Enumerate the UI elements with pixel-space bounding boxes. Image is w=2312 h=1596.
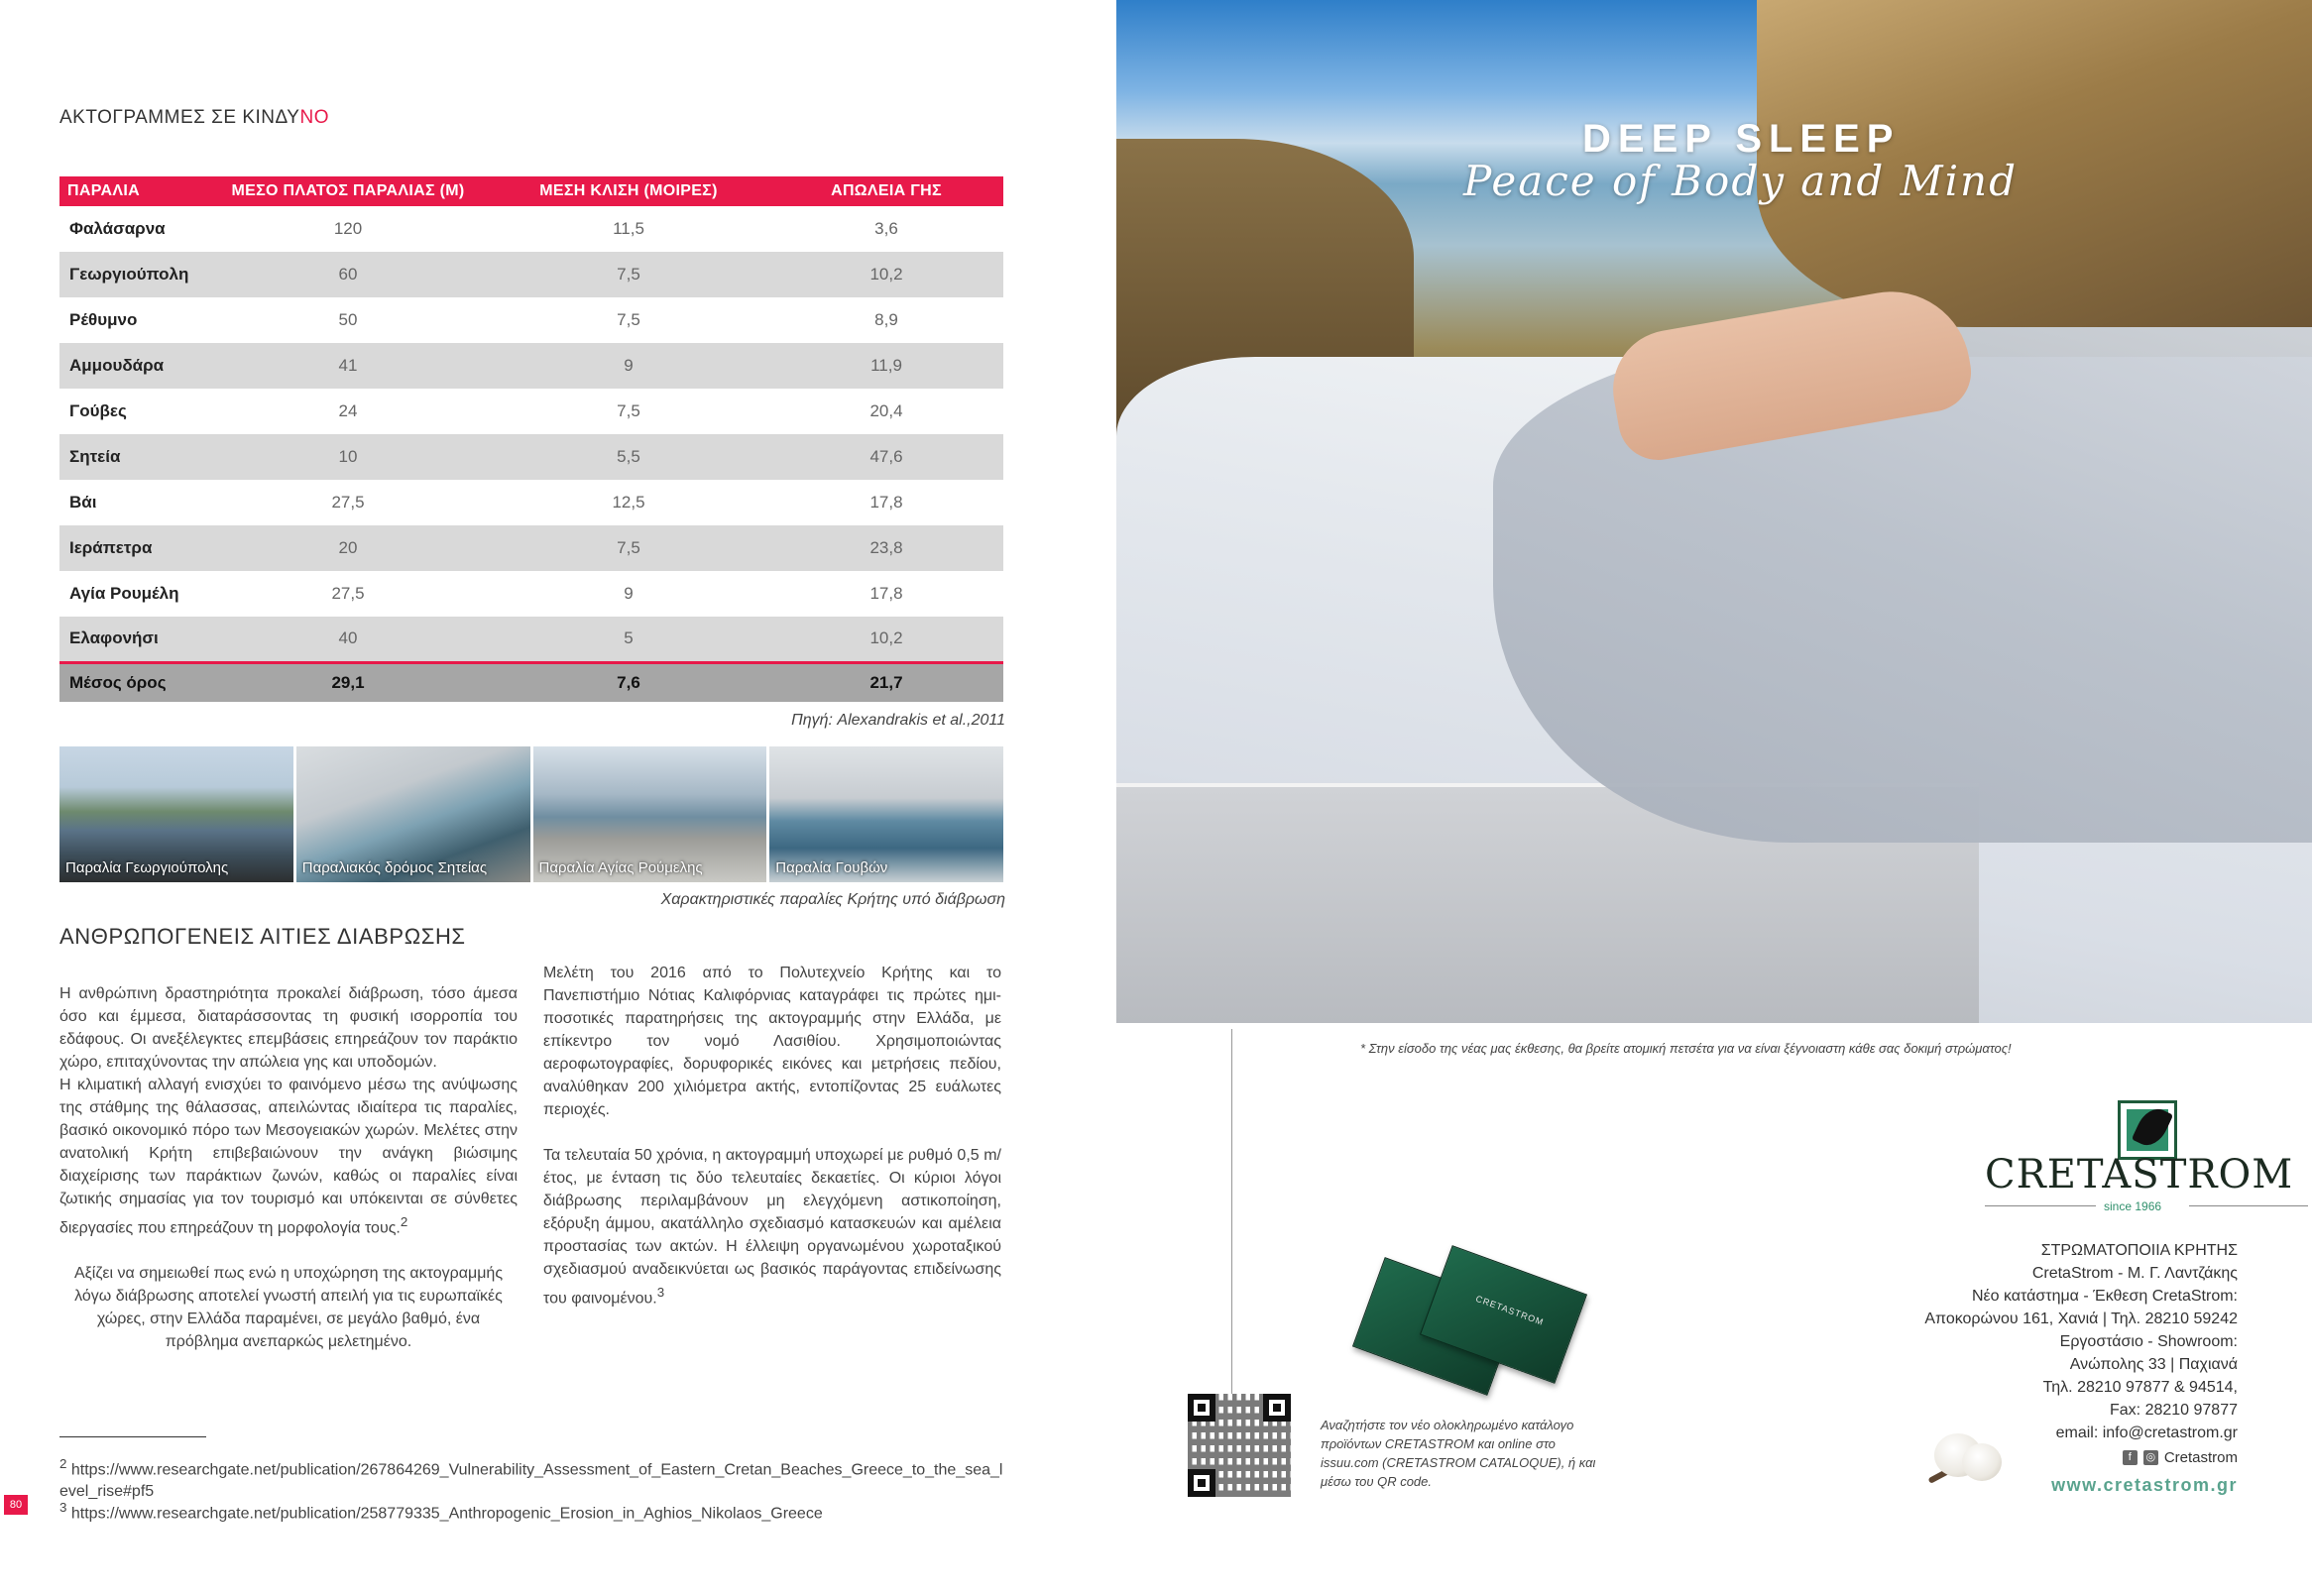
qr-finder (1188, 1394, 1215, 1422)
mattress-beach-photo (1116, 0, 2312, 1023)
catalog-label: CRETASTROM (1474, 1293, 1546, 1328)
paragraph: Μελέτη του 2016 από το Πολυτεχνείο Κρήτης και το Πανεπιστήμιο Νότιας Καλιφόρνιας καταγράφει τις πρώτες ημι-ποσοτικές παρατηρήσεις της ακτογραμμής στην Ελλάδα, με επίκεντρο τον νομό Λασιθίου. Χρησιμοποιώντας αεροφωτογραφίες, δορυφορικές εικόνες και μετρήσεις πεδίου, αναλύθηκαν 200 χιλιόμετρα ακτής, εντοπίζοντας 25 ευάλωτες περιοχές. (543, 965, 1001, 1118)
cell-beach: Ελαφονήσι (59, 617, 208, 662)
table-row (59, 343, 1003, 389)
col-header-loss: ΑΠΩΛΕΙΑ ΓΗΣ (769, 176, 1003, 206)
table-row (59, 480, 1003, 525)
cell-width: 41 (208, 343, 488, 389)
contact-line: Τηλ. 28210 97877 & 94514, (2042, 1379, 2238, 1396)
contact-line: CretaStrom - Μ. Γ. Λαντζάκης (2031, 1265, 2238, 1282)
cell-beach: Γεωργιούπολη (59, 252, 208, 297)
footnote-number: 3 (59, 1500, 67, 1515)
cell-beach: Αγία Ρουμέλη (69, 584, 179, 603)
spacer (59, 1239, 518, 1262)
ad-slogan: Peace of Body and Mind (1463, 157, 2018, 205)
cell-beach: Γούβες (69, 401, 127, 420)
table-row (59, 617, 1003, 662)
footnote-link[interactable]: https://www.researchgate.net/publication/258779335_Anthropogenic_Erosion_in_Aghios_Nikolaos_Greece (70, 1505, 823, 1523)
qr-description: Αναζητήστε τον νέο ολοκληρωμένο κατάλογο προϊόντων CRETASTROM και online στο issuu.com (CRETASTROM CATALOQUE), ή και μέσω του QR code. (1321, 1418, 1596, 1489)
contact-line: ΣΤΡΩΜΑΤΟΠΟΙΙΑ ΚΡΗΤΗΣ (2040, 1242, 2238, 1259)
cotton-icon (1914, 1427, 2014, 1497)
cell-total-width: 29,1 (208, 662, 488, 702)
qr-finder (1188, 1469, 1215, 1497)
cell-width: 10 (208, 434, 488, 480)
footnote-number: 2 (59, 1456, 67, 1471)
facebook-icon[interactable]: f (2123, 1450, 2138, 1465)
left-page (0, 0, 1116, 1596)
table-row (59, 252, 1003, 297)
cell-slope: 7,5 (617, 310, 640, 329)
header-text: ΑΚΤΟΓΡΑΜΜΕΣ ΣΕ ΚΙΝΔΥ (59, 107, 300, 128)
col-header-width: ΜΕΣΟ ΠΛΑΤΟΣ ΠΑΡΑΛΙΑΣ (Μ) (208, 176, 488, 206)
cell-loss: 17,8 (869, 584, 903, 603)
right-page-advert (1116, 0, 2312, 1596)
cell-loss: 17,8 (869, 493, 903, 512)
cell-loss: 20,4 (869, 401, 903, 420)
logo-since: since 1966 (2104, 1199, 2162, 1213)
cotton-ball (1962, 1443, 2002, 1481)
paragraph: Η κλιματική αλλαγή ενισχύει το φαινόμενο μέσω της ανύψωσης της στάθμης της θάλασσας, απειλώντας ιδιαίτερα τις παραλίες, βασικό οικονομικό πόρο των Μεσογειακών χωρών. Μελέτες στην ανατολική Κρήτη επιβεβαιώνουν την ανάγκη βιώσιμης διαχείρισης των παράκτιων ζωνών, καθώς οι παραλίες είναι ζωτικής σημασίας για τον τουρισμό και υπόκεινται σε σύνθετες διεργασίες που επηρεάζουν τη μορφολογία τους.$^2$ (59, 1077, 518, 1237)
website-link[interactable]: www.cretastrom.gr (2051, 1475, 2238, 1495)
cell-beach: Αμμουδάρα (59, 343, 208, 389)
paragraph: Αξίζει να σημειωθεί πως ενώ η υποχώρηση της ακτογραμμής λόγω διάβρωσης αποτελεί γνωστή απειλή για τις ευρωπαϊκές χώρες, στην Ελλάδα παραμένει, σε μεγάλο βαθμό, ένα πρόβλημα ανεπαρκώς μελετημένο. (73, 1265, 504, 1351)
footnote (59, 1497, 823, 1525)
beach-photo (296, 746, 530, 882)
paragraph: Τα τελευταία 50 χρόνια, η ακτογραμμή υποχωρεί με ρυθμό 0,5 m/έτος, με ένταση τις δύο τελευταίες δεκαετίες. Οι κύριοι λόγοι διάβρωσης περιλαμβάνουν μη ελεγχόμενη αστικοποίηση, εξόρυξη άμμου, ακατάλληλο σχεδιασμό κατασκευών και αμέλεια προστασίας των ακτών. Η έλλειψη οργανωμένου χωροταξικού σχεδιασμού αναδεικνύεται ως βασικός παράγοντας επιδείνωσης του φαινομένου.$^3$ (543, 1147, 1001, 1308)
cell-width: 60 (208, 252, 488, 297)
footnote-link[interactable]: https://www.researchgate.net/publication/267864269_Vulnerability_Assessment_of_Eastern_Cretan_Beaches_Greece_to_the_sea_level_rise#pf5 (59, 1461, 1003, 1501)
cell-loss: 10,2 (769, 617, 1003, 662)
cell-loss: 23,8 (769, 525, 1003, 571)
beach-erosion-table (59, 176, 1003, 702)
section-title: ΑΝΘΡΩΠΟΓΕΝΕΙΣ ΑΙΤΙΕΣ ΔΙΑΒΡΩΣΗΣ (59, 924, 466, 949)
photo-caption: Παραλία Γουβών (775, 859, 888, 876)
cell-slope: 5,5 (488, 434, 769, 480)
cell-beach: Φαλάσαρνα (69, 219, 166, 238)
cell-slope: 7,5 (617, 401, 640, 420)
cell-slope: 5 (488, 617, 769, 662)
cell-total-loss: 21,7 (769, 662, 1003, 702)
instagram-icon[interactable]: ◎ (2143, 1450, 2158, 1465)
catalog-image (1354, 1259, 1582, 1393)
qr-code-icon[interactable] (1188, 1394, 1291, 1497)
cretastrom-logo-icon (2118, 1100, 2177, 1160)
photo-strip (59, 746, 1003, 882)
beach-photo (533, 746, 767, 882)
table-row (59, 389, 1003, 434)
cell-total-slope: 7,6 (488, 662, 769, 702)
table-row (59, 434, 1003, 480)
cell-width: 20 (208, 525, 488, 571)
spacer (543, 1121, 1001, 1144)
social-links (2123, 1449, 2238, 1466)
brand-logo-text: CRETASTROM (1985, 1152, 2294, 1197)
photo-caption: Παραλιακός δρόμος Σητείας (301, 859, 488, 876)
cell-loss: 47,6 (769, 434, 1003, 480)
cell-slope: 12,5 (612, 493, 645, 512)
table-row (59, 206, 1003, 252)
cell-slope: 11,5 (613, 219, 644, 238)
text-column-right (543, 962, 1001, 1310)
cell-width: 120 (333, 219, 363, 238)
table-row (59, 571, 1003, 617)
cell-width: 27,5 (331, 493, 365, 512)
cell-width: 24 (338, 401, 358, 420)
footnote-ref: 3 (656, 1285, 665, 1300)
page-number: 80 (4, 1495, 28, 1515)
contact-line: Νέο κατάστημα - Έκθεση CretaStrom: (1971, 1288, 2238, 1305)
ad-title: DEEP SLEEP (1582, 117, 1901, 161)
cell-loss: 10,2 (769, 252, 1003, 297)
table-header-row (59, 176, 1003, 206)
cell-slope: 7,5 (488, 525, 769, 571)
cell-slope: 9 (488, 343, 769, 389)
photo-caption: Παραλία Γεωργιούπολης (65, 859, 229, 876)
footnote-rule (59, 1436, 206, 1437)
qr-finder (1263, 1394, 1291, 1422)
contact-line: Fax: 28210 97877 (2110, 1402, 2238, 1419)
cell-loss: 8,9 (874, 310, 898, 329)
cell-beach: Βάι (69, 493, 97, 512)
contact-line: Ανώπολης 33 | Παχιανά (2069, 1356, 2238, 1373)
contact-block (1924, 1239, 2238, 1444)
footnote (59, 1453, 1011, 1503)
cell-beach: Ρέθυμνο (69, 310, 138, 329)
table-source: Πηγή: Alexandrakis et al.,2011 (791, 712, 1005, 729)
table-row (59, 525, 1003, 571)
paragraph: Η ανθρώπινη δραστηριότητα προκαλεί διάβρωση, τόσο άμεσα όσο και έμμεσα, διαταράσσοντας τη φυσική ισορροπία του εδάφους. Οι ανεξέλεγκτες επεμβάσεις επηρεάζουν τον παράκτιο χώρο, επιταχύνοντας την απώλεια γης και υποδομών. (59, 985, 518, 1071)
beach-photo (769, 746, 1003, 882)
cell-beach: Σητεία (59, 434, 208, 480)
col-header-beach: ΠΑΡΑΛΙΑ (59, 176, 208, 206)
cell-width: 27,5 (331, 584, 365, 603)
cell-beach: Ιεράπετρα (59, 525, 208, 571)
table-total-row (59, 662, 1003, 702)
logo-rule (2189, 1205, 2308, 1206)
ad-note: * Στην είσοδο της νέας μας έκθεσης, θα βρείτε ατομική πετσέτα για να είναι ξέγνοιαστη κάθε σας δοκιμή στρώματος! (1360, 1041, 2012, 1056)
cell-slope: 9 (624, 584, 634, 603)
contact-line: Αποκορώνου 161, Χανιά | Τηλ. 28210 59242 (1924, 1311, 2238, 1327)
cell-total-label: Μέσος όρος (59, 662, 208, 702)
header-accent: ΝΟ (299, 107, 329, 128)
photos-caption: Χαρακτηριστικές παραλίες Κρήτης υπό διάβρωση (660, 891, 1005, 908)
cell-width: 50 (338, 310, 358, 329)
col-header-slope: ΜΕΣΗ ΚΛΙΣΗ (ΜΟΙΡΕΣ) (488, 176, 769, 206)
social-label: Cretastrom (2163, 1449, 2238, 1466)
cell-slope: 7,5 (488, 252, 769, 297)
footnote-ref: 2 (400, 1214, 408, 1229)
photo-caption: Παραλία Αγίας Ρούμελης (538, 859, 703, 876)
cell-loss: 3,6 (874, 219, 898, 238)
cell-width: 40 (208, 617, 488, 662)
beach-photo (59, 746, 293, 882)
running-header (59, 107, 329, 129)
contact-email[interactable]: email: info@cretastrom.gr (2055, 1425, 2238, 1441)
text-column-left (59, 982, 518, 1353)
logo-rule (1985, 1205, 2096, 1206)
cell-loss: 11,9 (769, 343, 1003, 389)
table-row (59, 297, 1003, 343)
contact-line: Εργοστάσιο - Showroom: (2059, 1333, 2238, 1350)
